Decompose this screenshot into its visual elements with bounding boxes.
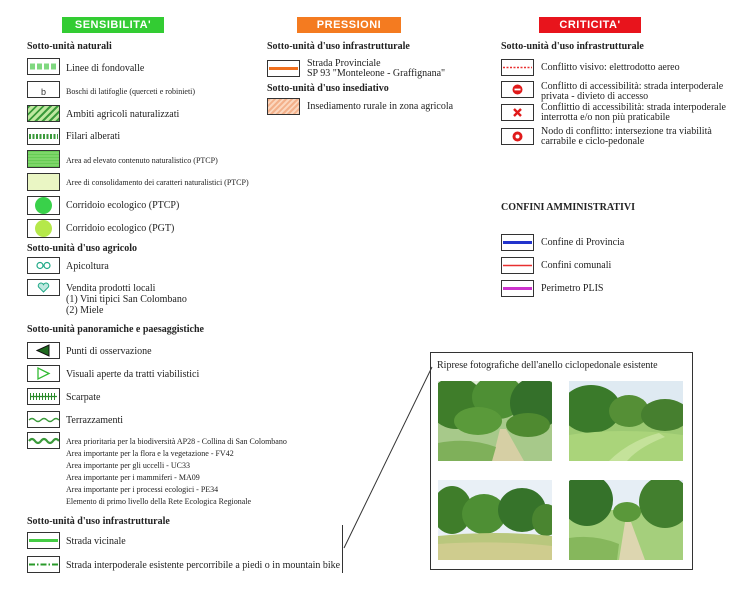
header-pressioni: PRESSIONI [297, 17, 401, 33]
legend-label: (2) Miele [66, 305, 104, 316]
network-line: Elemento di primo livello della Rete Ecologica Regionale [66, 497, 252, 506]
photo-4 [569, 480, 683, 560]
legend-label: Aree di consolidamento dei caratteri naturalistici (PTCP) [66, 178, 249, 187]
legend-label: Corridoio ecologico (PGT) [66, 223, 175, 234]
header-criticita: CRITICITA' [539, 17, 641, 33]
legend-label: Filari alberati [66, 131, 121, 142]
legend-label: privata - divieto di accesso [541, 91, 649, 102]
photo-1 [438, 381, 552, 461]
road-label: SP 93 "Monteleone - Graffignana" [307, 68, 446, 79]
section-title-confini: CONFINI AMMINISTRATIVI [501, 202, 635, 213]
legend-label: Insediamento rurale in zona agricola [307, 101, 454, 112]
photo-panel-title: Riprese fotografiche dell'anello ciclopedonale esistente [437, 360, 658, 371]
network-line: Area importante per la flora e la vegetazione - FV42 [66, 449, 234, 458]
legend-label: Conflittio di accessibilità: strada interpoderale [541, 102, 726, 113]
legend-label: Boschi di latifoglie (querceti e robinieti) [66, 87, 196, 96]
legend-label: interrotta e/o non più praticabile [541, 112, 670, 123]
legend-label: Linee di fondovalle [66, 63, 145, 74]
legend-label: Conflitto visivo: elettrodotto aereo [541, 62, 680, 73]
section-title-infra-sens: Sotto-unità d'uso infrastrutturale [27, 516, 170, 527]
legend-label: Area ad elevato contenuto naturalistico (PTCP) [66, 156, 218, 165]
photo-2 [569, 381, 683, 461]
legend-label: Confini comunali [541, 260, 612, 271]
section-title-agricolo: Sotto-unità d'uso agricolo [27, 243, 138, 254]
network-line: Area prioritaria per la biodiversità AP28 - Collina di San Colombano [66, 437, 287, 446]
section-title-naturali: Sotto-unità naturali [27, 41, 112, 52]
network-line: Area importante per i processi ecologici - PE34 [66, 485, 219, 494]
legend-label: Perimetro PLIS [541, 283, 604, 294]
legend-label: Strada vicinale [66, 536, 126, 547]
legend-label: Ambiti agricoli naturalizzati [66, 109, 180, 120]
legend-label: Conflitto di accessibilità: strada interpoderale [541, 81, 724, 92]
legend-label: Apicoltura [66, 261, 109, 272]
section-title-infra-press: Sotto-unità d'uso infrastrutturale [267, 41, 410, 52]
legend-label: Scarpate [66, 392, 101, 403]
legend-label: Terrazzamenti [66, 415, 124, 426]
legend-label: Visuali aperte da tratti viabilistici [66, 369, 200, 380]
section-title-infra-crit: Sotto-unità d'uso infrastrutturale [501, 41, 644, 52]
network-line: Area importante per i mammiferi - MA09 [66, 473, 200, 482]
legend-label: Strada interpoderale esistente percorribile a piedi o in mountain bike [66, 560, 341, 571]
legend-label: (1) Vini tipici San Colombano [66, 294, 187, 305]
legend-label: Vendita prodotti locali [66, 283, 156, 294]
legend-label: carrabile e ciclo-pedonale [541, 136, 645, 147]
legend-label: Nodo di conflitto: intersezione tra viabilità [541, 126, 712, 137]
header-sensibilita: SENSIBILITA' [62, 17, 164, 33]
legend-label: Punti di osservazione [66, 346, 152, 357]
section-title-panoramiche: Sotto-unità panoramiche e paesaggistiche [27, 324, 204, 335]
photo-3 [438, 480, 552, 560]
legend-label: Corridoio ecologico (PTCP) [66, 200, 180, 211]
section-title-insediativo: Sotto-unità d'uso insediativo [267, 83, 389, 94]
legend-label: Confine di Provincia [541, 237, 625, 248]
b-box-letter: b [40, 87, 46, 97]
road-label: Strada Provinciale [307, 58, 381, 69]
network-line: Area importante per gli uccelli - UC33 [66, 461, 190, 470]
